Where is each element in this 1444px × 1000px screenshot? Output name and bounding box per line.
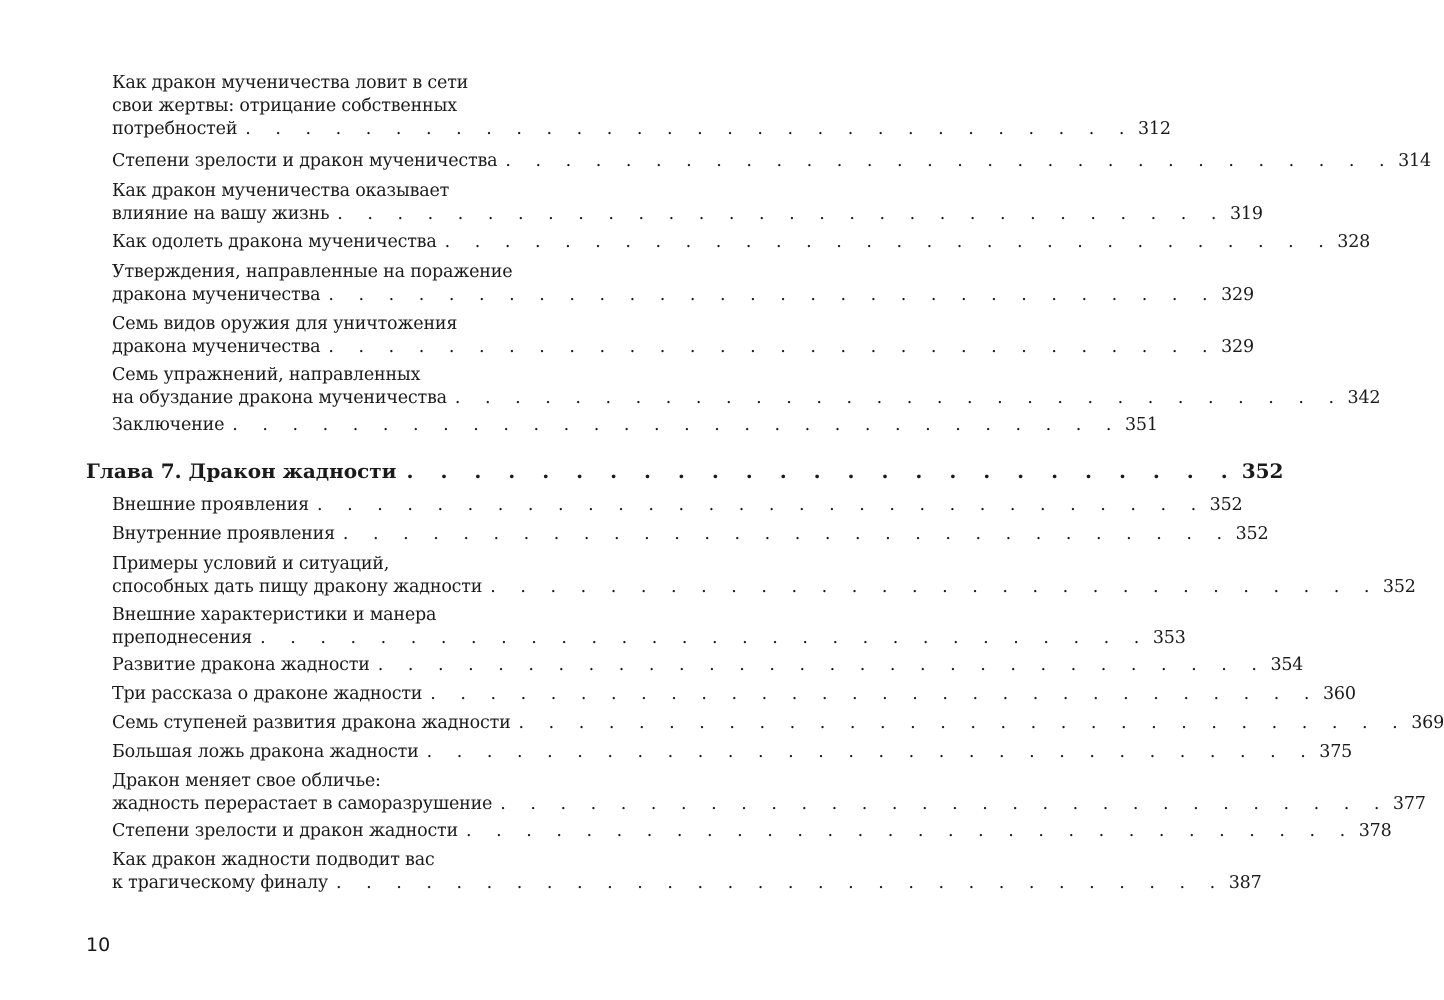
toc-page-number: 352 [1382,577,1416,597]
chapter-title: Глава 7. Дракон жадности [86,459,397,483]
toc-entry-line: влияние на вашу жизнь [112,204,330,224]
toc-page-number: 354 [1270,655,1304,675]
toc-entry [112,820,1392,843]
toc-entry [112,683,1356,706]
toc-entry-line: Семь ступеней развития дракона жадности [112,713,511,733]
toc-entry-line: Три рассказа о драконе жадности [112,684,423,704]
toc-entry [112,364,1381,410]
toc-entry-line: Степени зрелости и дракон мученичества [112,151,498,171]
toc-entry-line: дракона мученичества [112,285,321,305]
toc-entry-line: Семь упражнений, направленных [112,365,421,385]
toc-page-number: 375 [1319,742,1353,762]
dot-leader: . . . . . . . . . . . . . . . . . . . . . . . . . [406,459,1238,483]
dot-leader: . . . . . . . . . . . . . . . . . . . . . . . . . . . . . . [328,337,1218,357]
toc-entry-line: Внешние проявления [112,495,309,515]
toc-entry-line: Семь видов оружия для уничтожения [112,314,458,334]
toc-entry-line: жадность перерастает в саморазрушение [112,794,493,814]
toc-entry [112,494,1243,517]
toc-entry-line: Степени зрелости и дракон жадности [112,821,458,841]
toc-entry [112,414,1158,437]
toc-page-number: 360 [1322,684,1356,704]
toc-entry-line: Как дракон мученичества оказывает [112,181,450,201]
dot-leader: . . . . . . . . . . . . . . . . . . . . . . . . . . . . . . [342,524,1232,544]
toc-entry-line: Развитие дракона жадности [112,655,370,675]
toc-entry-line: Внешние характеристики и манера [112,605,437,625]
dot-leader: . . . . . . . . . . . . . . . . . . . . . . . . . . . . . . [430,684,1319,704]
dot-leader: . . . . . . . . . . . . . . . . . . . . . . . . . . . . . . [490,577,1379,597]
toc-entry [112,261,1254,307]
chapter-heading [86,458,1284,484]
toc-entry-line: преподнесения [112,628,253,648]
dot-leader: . . . . . . . . . . . . . . . . . . . . . . . . . . . . . . [377,655,1267,675]
toc-entry-line: Как дракон жадности подводит вас [112,850,435,870]
dot-leader: . . . . . . . . . . . . . . . . . . . . . . . . . . . . . . [337,204,1226,224]
toc-entry-line: Утверждения, направленные на поражение [112,262,513,282]
toc-entry-line: Как дракон мученичества ловит в сети [112,73,469,93]
toc-page-number: 329 [1221,285,1254,305]
toc-page-number: 369 [1411,713,1444,733]
toc-entry-line: свои жертвы: отрицание собственных [112,96,457,116]
toc-entry [112,712,1444,735]
toc-page-number: 314 [1398,151,1431,171]
dot-leader: . . . . . . . . . . . . . . . . . . . . . . . . . . . . . . [505,151,1395,171]
toc-entry [112,72,1171,141]
dot-leader: . . . . . . . . . . . . . . . . . . . . . . . . . . . . . . [518,713,1408,733]
toc-entry [112,654,1304,677]
dot-leader: . . . . . . . . . . . . . . . . . . . . . . . . . . . . . . [466,821,1355,841]
toc-entry [112,770,1426,816]
toc-entry-line: Дракон меняет свое обличье: [112,771,381,791]
dot-leader: . . . . . . . . . . . . . . . . . . . . . . . . . . . . . . [232,415,1121,435]
page-number: 10 [86,934,111,956]
toc-entry-line: дракона мученичества [112,337,321,357]
dot-leader: . . . . . . . . . . . . . . . . . . . . . . . . . . . . . . [454,388,1344,408]
toc-entry [112,741,1353,764]
toc-page-number: 353 [1152,628,1186,648]
toc-entry-line: на обуздание дракона мученичества [112,388,447,408]
chapter-page-number: 352 [1241,459,1284,483]
toc-entry-line: Примеры условий и ситуаций, [112,554,390,574]
toc-page-number: 312 [1137,119,1171,139]
toc-page-number: 351 [1124,415,1158,435]
dot-leader: . . . . . . . . . . . . . . . . . . . . . . . . . . . . . . [328,285,1218,305]
toc-entry [112,150,1431,173]
toc-page-number: 342 [1347,388,1381,408]
dot-leader: . . . . . . . . . . . . . . . . . . . . . . . . . . . . . . [260,628,1149,648]
toc-entry-line: Большая ложь дракона жадности [112,742,419,762]
toc-page-number: 328 [1337,232,1371,252]
dot-leader: . . . . . . . . . . . . . . . . . . . . . . . . . . . . . . [426,742,1316,762]
toc-entry [112,231,1371,254]
toc-entry [112,604,1186,650]
toc-page-number: 352 [1235,524,1269,544]
toc-entry-line: к трагическому финалу [112,873,328,893]
toc-entry-line: потребностей [112,119,238,139]
toc-page-number: 352 [1209,495,1243,515]
toc-entry-line: Заключение [112,415,225,435]
dot-leader: . . . . . . . . . . . . . . . . . . . . . . . . . . . . . . [336,873,1225,893]
toc-entry [112,180,1263,226]
toc-entry [112,313,1254,359]
toc-entry-line: Как одолеть дракона мученичества [112,232,437,252]
toc-page-number: 377 [1392,794,1426,814]
toc-page-number: 319 [1230,204,1263,224]
toc-entry-line: способных дать пищу дракону жадности [112,577,483,597]
dot-leader: . . . . . . . . . . . . . . . . . . . . . . . . . . . . . . [245,119,1134,139]
toc-entry [112,523,1269,546]
toc-entry [112,849,1262,895]
toc-entry [112,553,1416,599]
dot-leader: . . . . . . . . . . . . . . . . . . . . . . . . . . . . . . [500,794,1389,814]
dot-leader: . . . . . . . . . . . . . . . . . . . . . . . . . . . . . . [316,495,1206,515]
toc-entry-line: Внутренние проявления [112,524,335,544]
toc-page-number: 378 [1358,821,1392,841]
dot-leader: . . . . . . . . . . . . . . . . . . . . . . . . . . . . . . [444,232,1334,252]
toc-page-number: 329 [1221,337,1254,357]
toc-page-number: 387 [1228,873,1262,893]
